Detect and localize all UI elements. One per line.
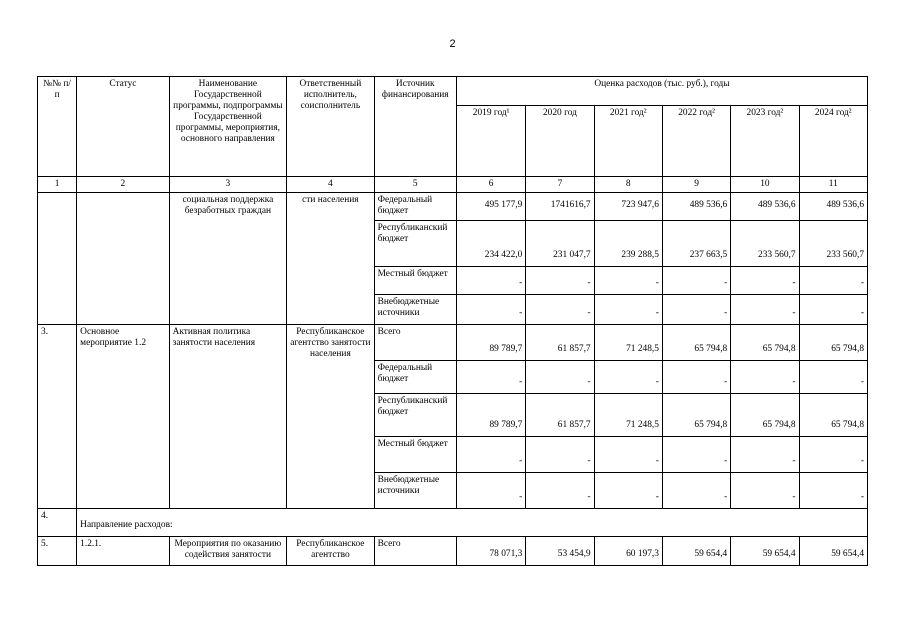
- cell-value: 61 857,7: [526, 394, 594, 437]
- header-num: №№ п/п: [38, 77, 77, 177]
- cell-value: -: [799, 437, 867, 473]
- page-number: 2: [449, 38, 456, 50]
- cell-value: 61 857,7: [526, 325, 594, 361]
- cell-name: Активная политика занятости населения: [169, 325, 287, 509]
- cell-value: -: [594, 437, 662, 473]
- cell-value: -: [594, 267, 662, 295]
- header-year: 2019 год¹: [456, 106, 525, 177]
- cell-value: 1741616,7: [526, 193, 594, 221]
- cell-value: -: [799, 295, 867, 325]
- cell-value: 53 454,9: [526, 537, 594, 566]
- expenses-table: [37, 76, 868, 566]
- cell-value: -: [799, 473, 867, 509]
- cell-value: 78 071,3: [456, 537, 525, 566]
- cell-value: 65 794,8: [731, 325, 799, 361]
- column-number: 11: [799, 177, 867, 193]
- cell-value: 489 536,6: [662, 193, 730, 221]
- cell-value: -: [594, 361, 662, 394]
- cell-value: 89 789,7: [456, 325, 525, 361]
- cell-value: 71 248,5: [594, 394, 662, 437]
- column-number: 7: [526, 177, 594, 193]
- cell-status: 1.2.1.: [77, 537, 169, 566]
- cell-value: -: [731, 473, 799, 509]
- header-source: Источник финансирования: [374, 77, 456, 177]
- header-year: 2022 год²: [662, 106, 730, 177]
- header-year: 2020 год: [526, 106, 594, 177]
- cell-source: Местный бюджет: [374, 267, 456, 295]
- cell-value: -: [456, 295, 525, 325]
- table-row: [38, 193, 868, 221]
- cell-value: 65 794,8: [799, 325, 867, 361]
- cell-source: Федеральный бюджет: [374, 361, 456, 394]
- cell-value: -: [662, 473, 730, 509]
- cell-value: -: [731, 437, 799, 473]
- cell-value: -: [456, 437, 525, 473]
- cell-num: 5.: [38, 537, 77, 566]
- table-row: [38, 537, 868, 566]
- column-number: 6: [456, 177, 525, 193]
- cell-value: -: [662, 361, 730, 394]
- column-number: 10: [731, 177, 799, 193]
- column-number: 8: [594, 177, 662, 193]
- section-heading: Направление расходов:: [77, 509, 868, 537]
- cell-status: [77, 193, 169, 325]
- cell-value: -: [456, 267, 525, 295]
- cell-value: 239 288,5: [594, 221, 662, 267]
- cell-value: -: [731, 267, 799, 295]
- column-number: 3: [169, 177, 287, 193]
- header-name: Наименование Государственной программы, подпрограммы Государственной программы, мероприятия, основного направления: [169, 77, 287, 177]
- cell-value: 59 654,4: [662, 537, 730, 566]
- cell-value: -: [526, 473, 594, 509]
- header-executor: Ответственный исполнитель, соисполнитель: [287, 77, 374, 177]
- cell-value: -: [526, 295, 594, 325]
- cell-executor: сти населения: [287, 193, 374, 325]
- column-number: 1: [38, 177, 77, 193]
- cell-value: -: [799, 267, 867, 295]
- header-year: 2024 год²: [799, 106, 867, 177]
- cell-value: -: [526, 437, 594, 473]
- cell-num: 4.: [38, 509, 77, 537]
- cell-value: -: [662, 267, 730, 295]
- cell-num: 3.: [38, 325, 77, 509]
- cell-value: -: [526, 267, 594, 295]
- cell-source: Федеральный бюджет: [374, 193, 456, 221]
- cell-value: -: [662, 437, 730, 473]
- cell-value: -: [731, 361, 799, 394]
- column-number: 5: [374, 177, 456, 193]
- cell-name: Мероприятия по оказанию содействия занятости: [169, 537, 287, 566]
- cell-value: -: [456, 361, 525, 394]
- cell-value: 65 794,8: [662, 325, 730, 361]
- cell-value: 723 947,6: [594, 193, 662, 221]
- cell-source: Местный бюджет: [374, 437, 456, 473]
- cell-value: 65 794,8: [662, 394, 730, 437]
- cell-name: социальная поддержка безработных граждан: [169, 193, 287, 325]
- cell-value: -: [799, 361, 867, 394]
- cell-value: 89 789,7: [456, 394, 525, 437]
- cell-value: 237 663,5: [662, 221, 730, 267]
- cell-source: Республиканский бюджет: [374, 394, 456, 437]
- cell-value: 59 654,4: [799, 537, 867, 566]
- header-year: 2021 год²: [594, 106, 662, 177]
- cell-executor: Республиканское агентство: [287, 537, 374, 566]
- cell-value: -: [662, 295, 730, 325]
- column-number: 9: [662, 177, 730, 193]
- cell-value: 234 422,0: [456, 221, 525, 267]
- cell-value: 231 047,7: [526, 221, 594, 267]
- cell-source: Внебюджетные источники: [374, 295, 456, 325]
- cell-value: -: [526, 361, 594, 394]
- cell-value: 489 536,6: [731, 193, 799, 221]
- header-year: 2023 год²: [731, 106, 799, 177]
- cell-status: Основное мероприятие 1.2: [77, 325, 169, 509]
- header-costs-title: Оценка расходов (тыс. руб.), годы: [456, 77, 867, 106]
- cell-value: -: [594, 473, 662, 509]
- table-row: [38, 509, 868, 537]
- cell-value: 233 560,7: [731, 221, 799, 267]
- cell-source: Всего: [374, 325, 456, 361]
- cell-value: -: [456, 473, 525, 509]
- cell-value: 65 794,8: [731, 394, 799, 437]
- cell-source: Всего: [374, 537, 456, 566]
- header-status: Статус: [77, 77, 169, 177]
- cell-value: 495 177,9: [456, 193, 525, 221]
- cell-value: -: [594, 295, 662, 325]
- table-row: [38, 325, 868, 361]
- cell-value: 65 794,8: [799, 394, 867, 437]
- cell-source: Внебюджетные источники: [374, 473, 456, 509]
- column-number: 2: [77, 177, 169, 193]
- cell-num: [38, 193, 77, 325]
- column-number: 4: [287, 177, 374, 193]
- cell-value: 489 536,6: [799, 193, 867, 221]
- cell-value: 60 197,3: [594, 537, 662, 566]
- cell-value: 59 654,4: [731, 537, 799, 566]
- cell-value: 71 248,5: [594, 325, 662, 361]
- cell-value: -: [731, 295, 799, 325]
- cell-value: 233 560,7: [799, 221, 867, 267]
- cell-source: Республиканский бюджет: [374, 221, 456, 267]
- cell-executor: Республиканское агентство занятости населения: [287, 325, 374, 509]
